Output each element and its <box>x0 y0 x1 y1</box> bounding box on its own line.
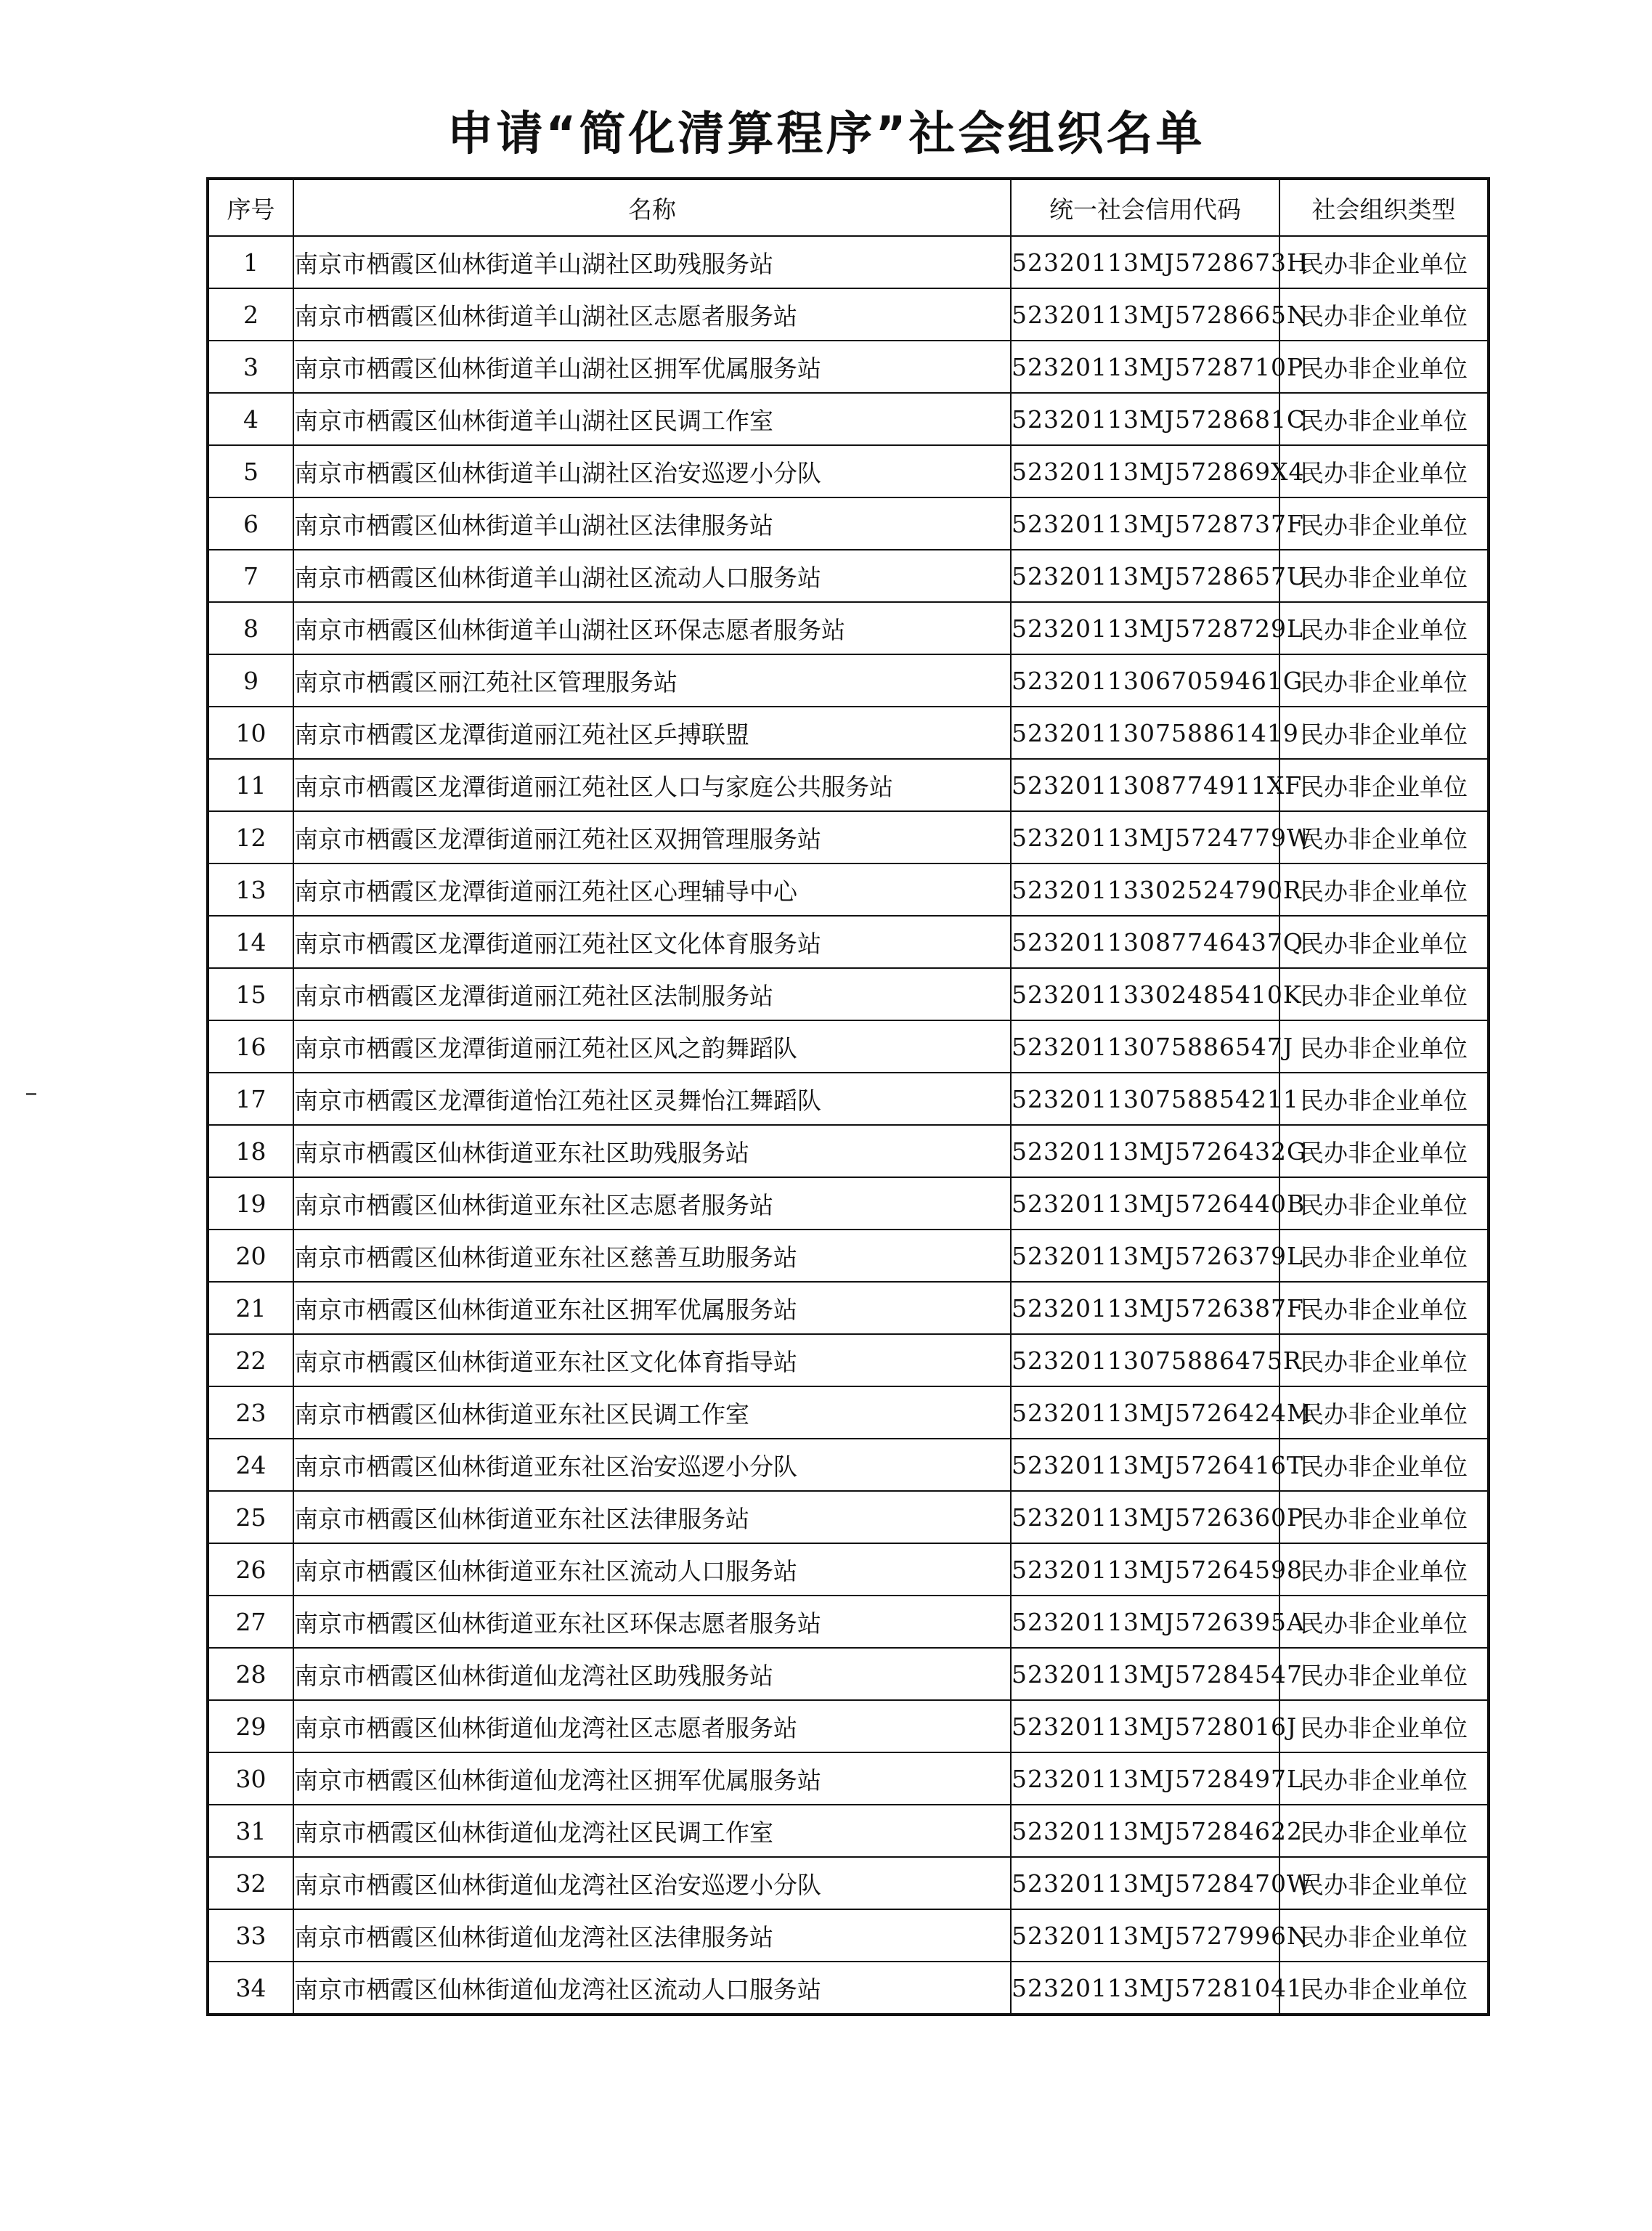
row-index-cell: 7 <box>208 550 293 602</box>
document-title: 申请“简化清算程序”社会组织名单 <box>447 107 1205 161</box>
row-index-cell: 17 <box>208 1073 293 1125</box>
row-index-cell: 15 <box>208 968 293 1020</box>
table-body <box>208 236 1489 2015</box>
row-index-cell: 16 <box>208 1020 293 1073</box>
row-index-cell: 18 <box>208 1125 293 1177</box>
row-index-cell: 3 <box>208 341 293 393</box>
row-index-cell: 25 <box>208 1491 293 1543</box>
table-row <box>208 1962 1489 2015</box>
org-type-cell: 民办非企业单位 <box>1279 863 1489 916</box>
org-name-cell: 南京市栖霞区仙林街道亚东社区助残服务站 <box>293 1125 1011 1177</box>
org-name-cell: 南京市栖霞区仙林街道羊山湖社区环保志愿者服务站 <box>293 602 1011 654</box>
row-index-cell: 19 <box>208 1177 293 1230</box>
org-type-cell: 民办非企业单位 <box>1279 1230 1489 1282</box>
credit-code-cell: 52320113MJ5726379L <box>1011 1230 1279 1282</box>
table-row <box>208 341 1489 393</box>
row-index-cell: 23 <box>208 1386 293 1439</box>
org-type-cell: 民办非企业单位 <box>1279 497 1489 550</box>
credit-code-cell: 52320113075886547J <box>1011 1020 1279 1073</box>
org-type-cell: 民办非企业单位 <box>1279 1334 1489 1386</box>
credit-code-cell: 523201130758861419 <box>1011 707 1279 759</box>
row-index-cell: 28 <box>208 1648 293 1700</box>
row-index-cell: 32 <box>208 1857 293 1909</box>
row-index-cell: 26 <box>208 1543 293 1596</box>
column-header-name: 名称 <box>293 179 1011 236</box>
org-name-cell: 南京市栖霞区仙林街道仙龙湾社区法律服务站 <box>293 1909 1011 1962</box>
credit-code-cell: 52320113MJ57264598 <box>1011 1543 1279 1596</box>
table-row <box>208 1543 1489 1596</box>
org-type-cell: 民办非企业单位 <box>1279 602 1489 654</box>
credit-code-cell: 52320113MJ5728737F <box>1011 497 1279 550</box>
org-type-cell: 民办非企业单位 <box>1279 1125 1489 1177</box>
table-row <box>208 550 1489 602</box>
column-header-index: 序号 <box>208 179 293 236</box>
row-index-cell: 4 <box>208 393 293 445</box>
org-type-cell: 民办非企业单位 <box>1279 288 1489 341</box>
org-type-cell: 民办非企业单位 <box>1279 1020 1489 1073</box>
credit-code-cell: 52320113MJ5726360P <box>1011 1491 1279 1543</box>
table-row <box>208 1230 1489 1282</box>
org-type-cell: 民办非企业单位 <box>1279 1491 1489 1543</box>
row-index-cell: 20 <box>208 1230 293 1282</box>
org-type-cell: 民办非企业单位 <box>1279 1700 1489 1752</box>
row-index-cell: 2 <box>208 288 293 341</box>
credit-code-cell: 52320113MJ5728710P <box>1011 341 1279 393</box>
org-type-cell: 民办非企业单位 <box>1279 916 1489 968</box>
row-index-cell: 9 <box>208 654 293 707</box>
credit-code-cell: 52320113MJ5726432G <box>1011 1125 1279 1177</box>
row-index-cell: 31 <box>208 1805 293 1857</box>
org-name-cell: 南京市栖霞区仙林街道羊山湖社区治安巡逻小分队 <box>293 445 1011 497</box>
row-index-cell: 12 <box>208 811 293 863</box>
org-type-cell: 民办非企业单位 <box>1279 341 1489 393</box>
org-type-cell: 民办非企业单位 <box>1279 759 1489 811</box>
table-row <box>208 1752 1489 1805</box>
credit-code-cell: 52320113MJ5728665N <box>1011 288 1279 341</box>
table-row <box>208 968 1489 1020</box>
org-type-cell: 民办非企业单位 <box>1279 236 1489 288</box>
credit-code-cell: 52320113MJ57284622 <box>1011 1805 1279 1857</box>
table-row <box>208 1282 1489 1334</box>
org-name-cell: 南京市栖霞区仙林街道仙龙湾社区拥军优属服务站 <box>293 1752 1011 1805</box>
table-row <box>208 1125 1489 1177</box>
table-row <box>208 1596 1489 1648</box>
org-name-cell: 南京市栖霞区仙林街道羊山湖社区拥军优属服务站 <box>293 341 1011 393</box>
org-name-cell: 南京市栖霞区龙潭街道丽江苑社区风之韵舞蹈队 <box>293 1020 1011 1073</box>
column-header-credit-code: 统一社会信用代码 <box>1011 179 1279 236</box>
row-index-cell: 5 <box>208 445 293 497</box>
org-name-cell: 南京市栖霞区仙林街道仙龙湾社区治安巡逻小分队 <box>293 1857 1011 1909</box>
table-row <box>208 1334 1489 1386</box>
org-type-cell: 民办非企业单位 <box>1279 1805 1489 1857</box>
row-index-cell: 33 <box>208 1909 293 1962</box>
org-name-cell: 南京市栖霞区龙潭街道丽江苑社区心理辅导中心 <box>293 863 1011 916</box>
credit-code-cell: 52320113302485410K <box>1011 968 1279 1020</box>
credit-code-cell: 52320113MJ572869X4 <box>1011 445 1279 497</box>
org-type-cell: 民办非企业单位 <box>1279 393 1489 445</box>
table-row <box>208 1648 1489 1700</box>
org-type-cell: 民办非企业单位 <box>1279 1543 1489 1596</box>
row-index-cell: 8 <box>208 602 293 654</box>
scan-speck <box>26 1093 36 1095</box>
credit-code-cell: 52320113087746437Q <box>1011 916 1279 968</box>
org-type-cell: 民办非企业单位 <box>1279 445 1489 497</box>
table-row <box>208 1909 1489 1962</box>
org-type-cell: 民办非企业单位 <box>1279 550 1489 602</box>
table-row <box>208 1700 1489 1752</box>
table-row <box>208 288 1489 341</box>
row-index-cell: 22 <box>208 1334 293 1386</box>
org-type-cell: 民办非企业单位 <box>1279 1909 1489 1962</box>
org-type-cell: 民办非企业单位 <box>1279 1648 1489 1700</box>
org-type-cell: 民办非企业单位 <box>1279 1962 1489 2015</box>
credit-code-cell: 52320113302524790R <box>1011 863 1279 916</box>
org-type-cell: 民办非企业单位 <box>1279 1857 1489 1909</box>
org-name-cell: 南京市栖霞区仙林街道仙龙湾社区助残服务站 <box>293 1648 1011 1700</box>
org-name-cell: 南京市栖霞区龙潭街道丽江苑社区双拥管理服务站 <box>293 811 1011 863</box>
row-index-cell: 13 <box>208 863 293 916</box>
table-row <box>208 1177 1489 1230</box>
org-name-cell: 南京市栖霞区仙林街道羊山湖社区流动人口服务站 <box>293 550 1011 602</box>
table-row <box>208 497 1489 550</box>
table-row <box>208 863 1489 916</box>
org-type-cell: 民办非企业单位 <box>1279 1282 1489 1334</box>
org-type-cell: 民办非企业单位 <box>1279 1596 1489 1648</box>
table-row <box>208 602 1489 654</box>
row-index-cell: 1 <box>208 236 293 288</box>
table-header-row <box>208 179 1489 236</box>
organization-table <box>206 177 1490 2016</box>
org-name-cell: 南京市栖霞区仙林街道仙龙湾社区流动人口服务站 <box>293 1962 1011 2015</box>
org-name-cell: 南京市栖霞区仙林街道亚东社区民调工作室 <box>293 1386 1011 1439</box>
table-row <box>208 654 1489 707</box>
table-row <box>208 811 1489 863</box>
org-type-cell: 民办非企业单位 <box>1279 654 1489 707</box>
org-name-cell: 南京市栖霞区仙林街道亚东社区法律服务站 <box>293 1491 1011 1543</box>
row-index-cell: 6 <box>208 497 293 550</box>
org-name-cell: 南京市栖霞区仙林街道亚东社区文化体育指导站 <box>293 1334 1011 1386</box>
org-name-cell: 南京市栖霞区龙潭街道丽江苑社区人口与家庭公共服务站 <box>293 759 1011 811</box>
org-name-cell: 南京市栖霞区丽江苑社区管理服务站 <box>293 654 1011 707</box>
credit-code-cell: 52320113075886475R <box>1011 1334 1279 1386</box>
org-name-cell: 南京市栖霞区仙林街道亚东社区慈善互助服务站 <box>293 1230 1011 1282</box>
credit-code-cell: 52320113MJ5724779W <box>1011 811 1279 863</box>
org-name-cell: 南京市栖霞区仙林街道亚东社区志愿者服务站 <box>293 1177 1011 1230</box>
table-row <box>208 1491 1489 1543</box>
credit-code-cell: 52320113067059461G <box>1011 654 1279 707</box>
org-name-cell: 南京市栖霞区仙林街道仙龙湾社区志愿者服务站 <box>293 1700 1011 1752</box>
table-row <box>208 236 1489 288</box>
row-index-cell: 34 <box>208 1962 293 2015</box>
credit-code-cell: 52320113MJ5728681C <box>1011 393 1279 445</box>
org-type-cell: 民办非企业单位 <box>1279 1177 1489 1230</box>
table-row <box>208 445 1489 497</box>
org-name-cell: 南京市栖霞区龙潭街道丽江苑社区乒搏联盟 <box>293 707 1011 759</box>
org-name-cell: 南京市栖霞区仙林街道亚东社区流动人口服务站 <box>293 1543 1011 1596</box>
table-row <box>208 1857 1489 1909</box>
table-row <box>208 1439 1489 1491</box>
table-row <box>208 1073 1489 1125</box>
org-name-cell: 南京市栖霞区仙林街道羊山湖社区法律服务站 <box>293 497 1011 550</box>
credit-code-cell: 52320113MJ5728657U <box>1011 550 1279 602</box>
credit-code-cell: 52320113MJ5726416T <box>1011 1439 1279 1491</box>
org-name-cell: 南京市栖霞区仙林街道亚东社区环保志愿者服务站 <box>293 1596 1011 1648</box>
credit-code-cell: 52320113MJ5726395A <box>1011 1596 1279 1648</box>
table-row <box>208 393 1489 445</box>
credit-code-cell: 52320113MJ5726387F <box>1011 1282 1279 1334</box>
org-name-cell: 南京市栖霞区龙潭街道丽江苑社区文化体育服务站 <box>293 916 1011 968</box>
org-type-cell: 民办非企业单位 <box>1279 968 1489 1020</box>
table-row <box>208 707 1489 759</box>
org-type-cell: 民办非企业单位 <box>1279 1439 1489 1491</box>
org-name-cell: 南京市栖霞区仙林街道羊山湖社区志愿者服务站 <box>293 288 1011 341</box>
credit-code-cell: 52320113MJ5728673H <box>1011 236 1279 288</box>
org-type-cell: 民办非企业单位 <box>1279 811 1489 863</box>
org-type-cell: 民办非企业单位 <box>1279 1752 1489 1805</box>
credit-code-cell: 5232011308774911XF <box>1011 759 1279 811</box>
table-row <box>208 1386 1489 1439</box>
table-row <box>208 1805 1489 1857</box>
row-index-cell: 10 <box>208 707 293 759</box>
row-index-cell: 29 <box>208 1700 293 1752</box>
credit-code-cell: 52320113MJ5726424M <box>1011 1386 1279 1439</box>
org-name-cell: 南京市栖霞区龙潭街道丽江苑社区法制服务站 <box>293 968 1011 1020</box>
row-index-cell: 14 <box>208 916 293 968</box>
credit-code-cell: 52320113MJ5726440B <box>1011 1177 1279 1230</box>
credit-code-cell: 52320113MJ5728729L <box>1011 602 1279 654</box>
credit-code-cell: 52320113MJ57284547 <box>1011 1648 1279 1700</box>
credit-code-cell: 52320113MJ5728016J <box>1011 1700 1279 1752</box>
row-index-cell: 21 <box>208 1282 293 1334</box>
org-type-cell: 民办非企业单位 <box>1279 707 1489 759</box>
credit-code-cell: 52320113MJ5728497L <box>1011 1752 1279 1805</box>
credit-code-cell: 523201130758854211 <box>1011 1073 1279 1125</box>
credit-code-cell: 52320113MJ5727996N <box>1011 1909 1279 1962</box>
org-name-cell: 南京市栖霞区龙潭街道怡江苑社区灵舞怡江舞蹈队 <box>293 1073 1011 1125</box>
org-type-cell: 民办非企业单位 <box>1279 1073 1489 1125</box>
org-name-cell: 南京市栖霞区仙林街道羊山湖社区助残服务站 <box>293 236 1011 288</box>
org-type-cell: 民办非企业单位 <box>1279 1386 1489 1439</box>
row-index-cell: 11 <box>208 759 293 811</box>
column-header-org-type: 社会组织类型 <box>1279 179 1489 236</box>
credit-code-cell: 52320113MJ5728470W <box>1011 1857 1279 1909</box>
table-row <box>208 916 1489 968</box>
org-name-cell: 南京市栖霞区仙林街道羊山湖社区民调工作室 <box>293 393 1011 445</box>
row-index-cell: 27 <box>208 1596 293 1648</box>
credit-code-cell: 52320113MJ57281041 <box>1011 1962 1279 2015</box>
org-name-cell: 南京市栖霞区仙林街道亚东社区治安巡逻小分队 <box>293 1439 1011 1491</box>
row-index-cell: 30 <box>208 1752 293 1805</box>
org-name-cell: 南京市栖霞区仙林街道仙龙湾社区民调工作室 <box>293 1805 1011 1857</box>
table-row <box>208 759 1489 811</box>
org-name-cell: 南京市栖霞区仙林街道亚东社区拥军优属服务站 <box>293 1282 1011 1334</box>
row-index-cell: 24 <box>208 1439 293 1491</box>
table-row <box>208 1020 1489 1073</box>
